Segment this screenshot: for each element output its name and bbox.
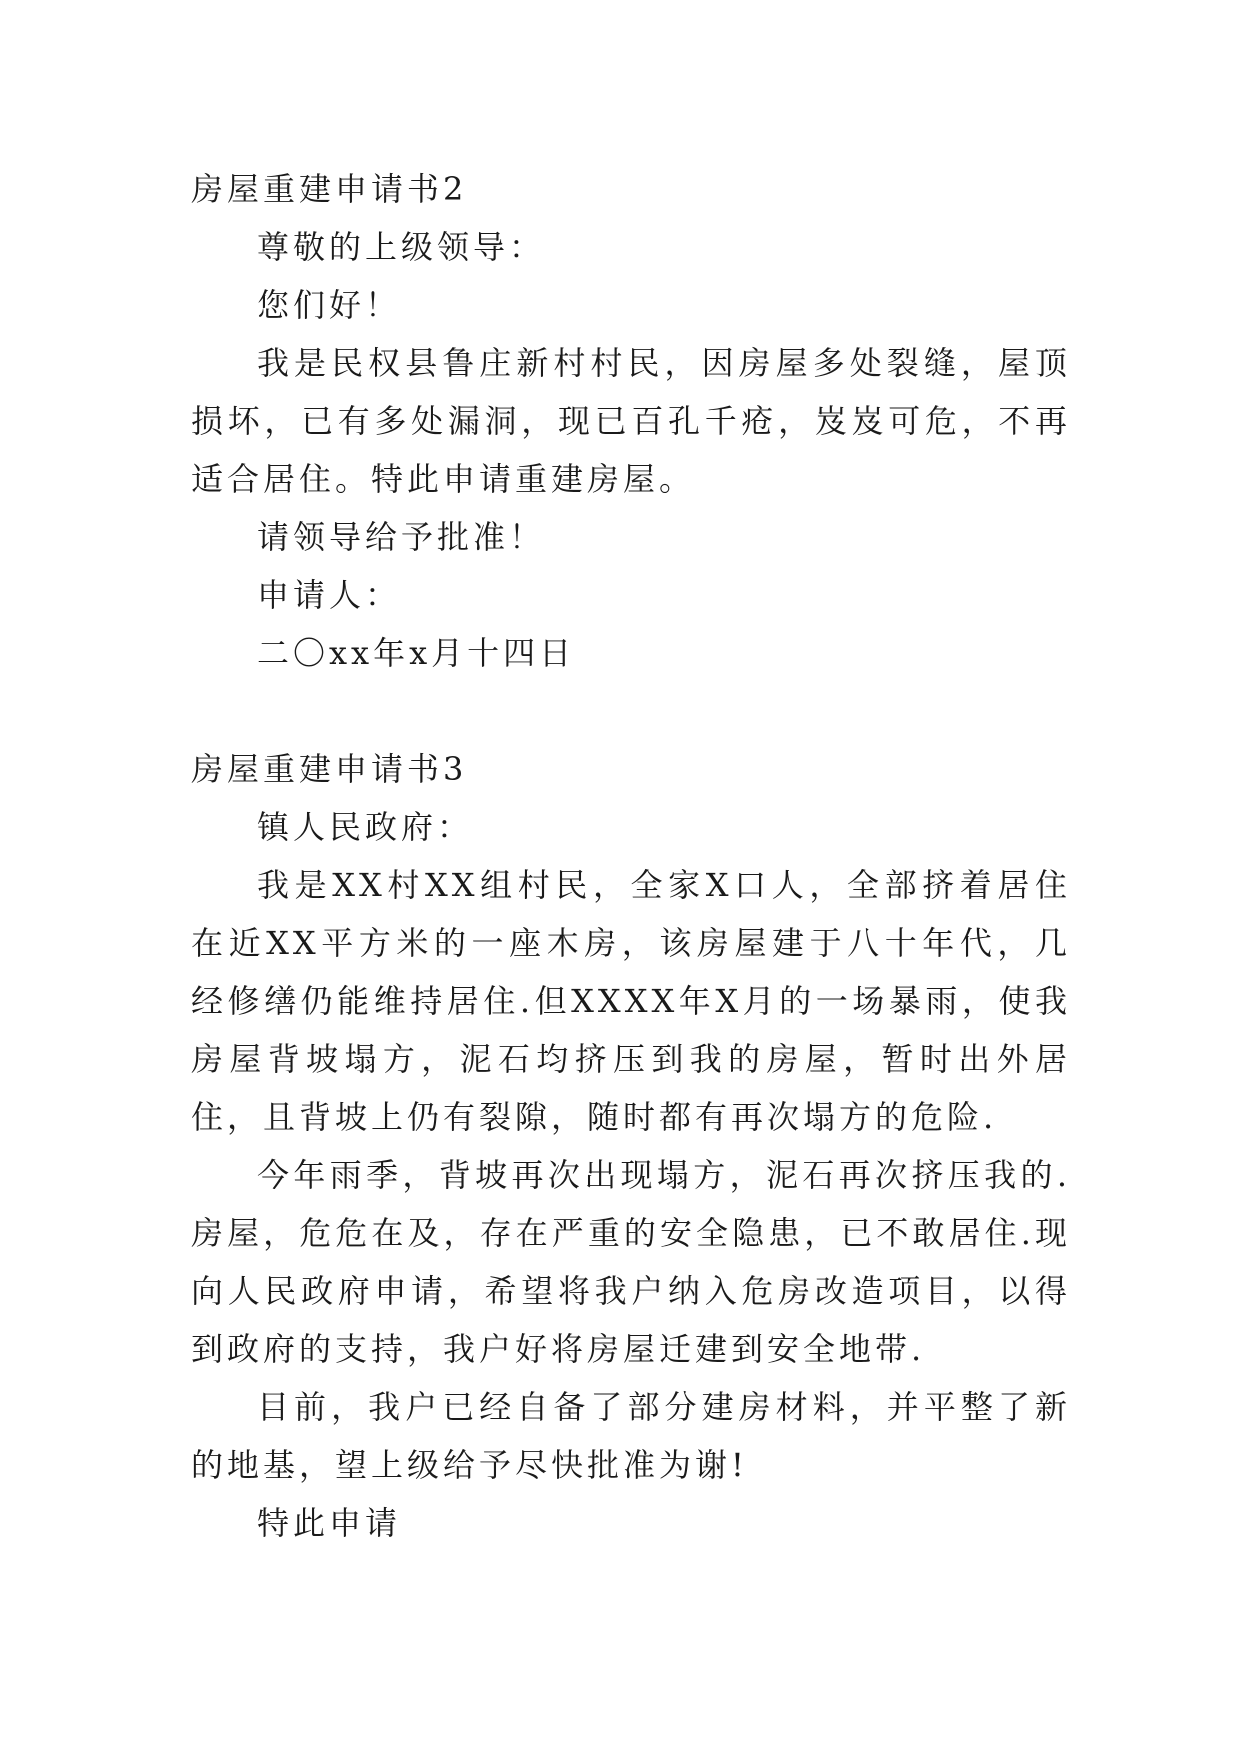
section3-paragraph-1: 我是XX村XX组村民，全家X口人，全部挤着居住在近XX平方米的一座木房，该房屋建于八十年代，几经修缮仍能维持居住.但XXXX年X月的一场暴雨，使我房屋背坡塌方，泥石均挤压到我的房屋，暂时出外居住，且背坡上仍有裂隙，随时都有再次塌方的危险. — [191, 866, 1071, 1136]
section3-paragraph-3: 目前，我户已经自备了部分建房材料，并平整了新的地基，望上级给予尽快批准为谢! — [191, 1388, 1071, 1484]
section2-title: 房屋重建申请书2 — [191, 170, 468, 208]
section3-salutation: 镇人民政府： — [257, 808, 474, 846]
section2-greeting: 您们好！ — [257, 286, 402, 324]
section-divider — [191, 682, 1071, 740]
section2-applicant: 申请人： — [257, 576, 402, 614]
document-content — [191, 160, 1071, 1552]
section2-request: 请领导给予批准！ — [257, 518, 546, 556]
section2-body: 我是民权县鲁庄新村村民，因房屋多处裂缝，屋顶损坏，已有多处漏洞，现已百孔千疮，岌岌可危，不再适合居住。特此申请重建房屋。 — [191, 344, 1071, 498]
section3-paragraph-2: 今年雨季，背坡再次出现塌方，泥石再次挤压我的.房屋，危危在及，存在严重的安全隐患，已不敢居住.现向人民政府申请，希望将我户纳入危房改造项目，以得到政府的支持，我户好将房屋迁建到安全地带. — [191, 1156, 1071, 1368]
section2-date: 二〇xx年x月十四日 — [257, 634, 576, 672]
section3-closing: 特此申请 — [257, 1504, 402, 1542]
section3-title: 房屋重建申请书3 — [191, 750, 468, 788]
section2-salutation: 尊敬的上级领导： — [257, 228, 546, 266]
